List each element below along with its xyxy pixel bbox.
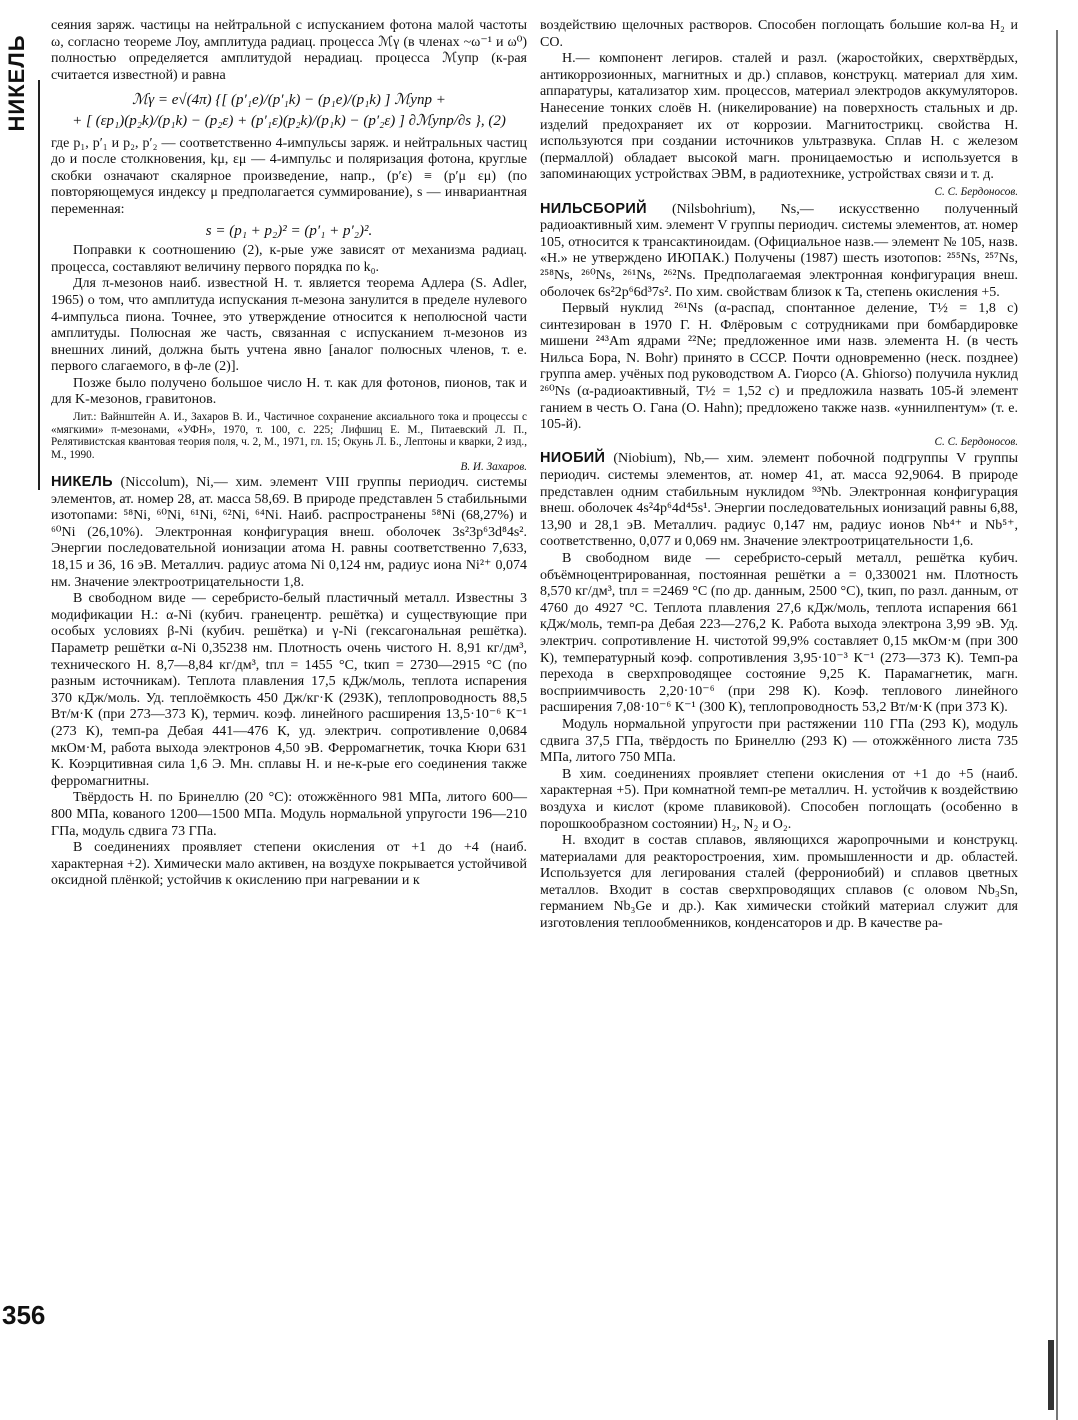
- paragraph: Для π-мезонов наиб. известной Н. т. является теорема Адлера (S. Adler, 1965) о том, что амплитуда испускания π-мезона занулится в пределе нулевого 4-импульса пиона. Точнее, это утверждение относится к неполюсной части амплитуды. Полюсная же часть, связанная с испусканием π-мезонов из внешних линий, должна быть учтена явно [аналог полюсных членов, т. е. первого слагаемого, в ф-ле (2)].: [51, 276, 527, 375]
- entry-text: (Niccolum), Ni,— хим. элемент VIII группы периодич. системы элементов, ат. номер 28, ат. масса 58,69. В природе представлен 5 стабильными изотопами: ⁵⁸Ni, ⁶⁰Ni, ⁶¹Ni, ⁶²Ni, ⁶⁴Ni. Наиб. распространены ⁵⁸Ni (68,27%) и ⁶⁰Ni (26,10%). Электронная конфигурация внеш. оболочек 3s²3p⁶3d⁸4s². Энергии последовательной ионизации атома Н. равны соответственно 7,633, 18,15 и 36, 16 эВ. Металлич. радиус атома Ni 0,124 нм, радиус иона Ni²⁺ 0,074 нм. Значение электроотрицательности 1,8.: [51, 475, 528, 590]
- literature-block: [51, 411, 527, 474]
- entry-nickel: [51, 474, 527, 591]
- author-signature: С. С. Бердоносов.: [934, 435, 1018, 448]
- scan-edge: [1056, 30, 1058, 1420]
- headword: НИКЕЛЬ: [51, 474, 113, 491]
- paragraph: В свободном виде — серебристо-белый пластичный металл. Известны 3 модификации Н.: α-Ni (кубич. гранецентр. решётка) и существующие при особых условиях β-Ni (кубич. решётка) и γ-Ni (гексагональная решётка). Параметр решётки α-Ni 0,35238 нм. Плотность очень чистого Н. 8,91 кг/дм³, технического Н. 8,7—8,84 кг/дм³, tпл = 1455 °С, tкип = 2730—2915 °С (по разным источникам). Теплота плавления 17,5 кДж/моль, теплота испарения 370 кДж/моль. Уд. теплоёмкость 450 Дж/кг·К (293К), теплопроводность 88,5 Вт/м·К (при 273—373 К), термич. коэф. линейного расширения 13,5·10⁻⁶ К⁻¹ (273 К), темп-ра Дебая 441—476 К, уд. электрич. сопротивление 0,0684 мкОм·М, работа выхода электронов 4,50 эВ. Ферромагнетик, точка Кюри 631 К. Коэрцитивная сила 1,6 Э. Мн. сплавы Н. и не-к-рые его соединения также ферромагнитны.: [51, 591, 527, 789]
- entry-niobium: [540, 450, 1018, 551]
- headword: НИОБИЙ: [540, 450, 606, 467]
- formula-line: ℳγ = e√(4π) {[ (p′₁e)/(p′₁k) − (p₁e)/(p₁k) ] ℳупр +: [132, 92, 446, 109]
- paragraph: Модуль нормальной упругости при растяжении 110 ГПа (293 К), модуль сдвига 37,5 ГПа, твёрдость по Бринеллю (293 К) — отожжённого листа 735 МПа, литого 750 МПа.: [540, 716, 1018, 766]
- paragraph: Н. входит в состав сплавов, являющихся жаропрочными и конструкц. материалами для реакторостроения, хим. промышленности и др. областей. Используется для легирования сталей (феррониобий) и сплавов цветных металлов. Входит в состав сверхпроводящих сплавов (с оловом Nb₃Sn, германием Nb₃Ge и др.). Как химически стойкий материал служит для изготовления теплообменников, конденсаторов и др. В качестве ра-: [540, 833, 1018, 932]
- running-head: [4, 28, 30, 138]
- right-column: [540, 18, 1018, 933]
- entry-text: (Nilsbohrium), Ns,— искусственно полученный радиоактивный хим. элемент V группы периодич. системы элементов, ат. номер 105, относится к трансактиноидам. (Официальное назв.— элемент № 105, назв. «Н.» не утверждено ИЮПАК.) Получены (1987) шесть изотопов: ²⁵⁵Ns, ²⁵⁷Ns, ²⁵⁸Ns, ²⁶⁰Ns, ²⁶¹Ns, ²⁶²Ns. Предполагаемая электронная конфигурация внеш. оболочек 6s²2p⁶6d³7s². По хим. свойствам близок к Ta, степень окисления +5.: [540, 201, 1018, 300]
- left-column: [51, 18, 527, 890]
- paragraph: Поправки к соотношению (2), к-рые уже зависят от механизма радиац. процесса, составляют величину первого порядка по k₀.: [51, 243, 527, 275]
- paragraph: где p₁, p′₁ и p₂, p′₂ — соответственно 4-импульсы заряж. и нейтральных частиц до и после столкновения, kμ, εμ — 4-импульс и поляризация фотона, круглые скобки означают скалярное произведение, напр., (p′ε) ≡ (p′μ εμ) (по повторяющемуся индексу μ предполагается суммирование), s — инвариантная переменная:: [51, 135, 527, 217]
- paragraph: Н.— компонент легиров. сталей и разл. (жаростойких, сверхтвёрдых, антикоррозионных, магнитных и др.) сплавов, конструкц. материал для хим. аппаратуры, катализатор хим. процессов, материал электродов аккумуляторов. Нанесение тонких слоёв Н. (никелирование) на поверхность стальных и др. изделий предохраняет их от коррозии. Магнитострикц. свойства Н. используются при создании источников ультразвука. Сплав Н. с железом (пермаллой) обладает высокой магн. проницаемостью и используется в запоминающих устройствах ЭВМ, в радиотехнике, устройствах связи и т. д.: [540, 51, 1018, 183]
- literature-text: Лит.: Вайнштейн А. И., Захаров В. И., Частичное сохранение аксиального тока и процессы с «мягкими» π-мезонами, «УФН», 1970, т. 100, с. 225; Лифшиц Е. М., Питаевский Л. П., Релятивистская квантовая теория поля, ч. 2, М., 1971, гл. 15; Окунь Л. Б., Лептоны и кварки, 2 изд., М., 1990.: [51, 411, 527, 461]
- vertical-rule: [38, 80, 40, 490]
- formula-line: s = (p₁ + p₂)² = (p′₁ + p′₂)².: [205, 222, 373, 239]
- headword: НИЛЬСБОРИЙ: [540, 200, 647, 217]
- author-signature: С. С. Бердоносов.: [934, 185, 1018, 198]
- paragraph: В соединениях проявляет степени окисления от +1 до +4 (наиб. характерная +2). Химически мало активен, на воздухе покрывается устойчивой оксидной плёнкой; устойчив к окислению при нагревании и к: [51, 840, 527, 889]
- paragraph: Позже было получено большое число Н. т. как для фотонов, пионов, так и для K-мезонов, гравитонов.: [51, 375, 527, 408]
- paragraph: Твёрдость Н. по Бринеллю (20 °С): отожжённого 981 МПа, литого 600—800 МПа, кованого 1200—1500 МПа. Модуль нормальной упругости 196—210 ГПа, модуль сдвига 73 ГПа.: [51, 790, 527, 839]
- formula-line: + [ (εp₁)(p₂k)/(p₁k) − (p₂ε) + (p′₁ε)(p₂k)/(p₁k) − (p′₂ε) ] ∂ℳупр/∂s }, (2): [72, 112, 506, 129]
- paragraph: воздействию щелочных растворов. Способен поглощать большие кол-ва H₂ и CO.: [540, 18, 1018, 50]
- paragraph: Первый нуклид ²⁶¹Ns (α-распад, спонтанное деление, T½ = 1,8 с) синтезирован в 1970 Г. Н. Флёровым с сотрудниками при бомбардировке мишени ²⁴³Am ядрами ²²Ne; предложенное ими назв. элемента Н. (в честь Нильса Бора, N. Bohr) принято в СССР. Почти одновременно (неск. позднее) группа амер. учёных под руководством А. Гиорсо (A. Ghiorso) получила нуклид ²⁶⁰Ns (α-радиоактивный, T½ = 1,52 с) и предложила назвать 105-й элемент ганием в честь О. Гана (O. Hahn); предложено также назв. «уннилпентум» (т. е. 105-й).: [540, 301, 1018, 433]
- running-head-text: НИКЕЛЬ: [4, 34, 29, 132]
- entry-nilsborium: [540, 201, 1018, 302]
- scan-edge-mark: [1048, 1340, 1054, 1410]
- paragraph: В хим. соединениях проявляет степени окисления от +1 до +5 (наиб. характерная +5). При комнатной темп-ре металлич. Н. устойчив к воздействию воздуха и кислот (кроме плавиковой). Способен поглощать (особенно в порошкообразном состоянии) H₂, N₂ и O₂.: [540, 766, 1018, 832]
- entry-text: (Niobium), Nb,— хим. элемент побочной подгруппы V группы периодич. системы элементов, ат. номер 41, ат. масса 92,9064. В природе представлен одним стабильным нуклидом ⁹³Nb. Электронная конфигурация внеш. оболочек 4s²4p⁶4d⁴5s¹. Энергии последовательных ионизаций равны 6,88, 13,90 и 28,1 эВ. Металлич. радиус 0,147 нм, радиус ионов Nb⁴⁺ и Nb⁵⁺, соответственно, 0,077 и 0,069 нм. Значение электроотрицательности 1,6.: [540, 451, 1019, 550]
- author-signature: В. И. Захаров.: [460, 461, 527, 474]
- paragraph: В свободном виде — серебристо-серый металл, решётка кубич. объёмноцентрированная, постоянная решётки a = 0,330021 нм. Плотность 8,570 кг/дм³, tпл = =2469 °С (по др. данным, 2500 °С), tкип, по разл. данным, от 4760 до 4927 °С. Теплота плавления 27,6 кДж/моль, теплота испарения 661 кДж/моль, темп-ра Дебая 223—276,2 К. Работа выхода электрона 3,99 эВ. Уд. электрич. сопротивление Н. чистотой 99,9% составляет 0,15 мкОм·м (при 300 К), температурный коэф. сопротивления 3,95·10⁻³ К⁻¹ (273—373 К). Темп-ра перехода в сверхпроводящее состояние 9,25 К. Парамагнетик, магн. восприимчивость 2,20·10⁻⁶ (при 298 К). Коэф. теплового линейного расширения 7,08·10⁻⁶ К⁻¹ (300 К), теплопроводность 53,2 Вт/м·К (при 373 К).: [540, 551, 1018, 716]
- page-number: 356: [2, 1300, 46, 1330]
- paragraph: сеяния заряж. частицы на нейтральной с испусканием фотона малой частоты ω, согласно теореме Лоу, амплитуда радиац. процесса ℳγ (в членах ~ω⁻¹ и ω⁰) полностью определяется амплитудой нерадиац. процесса ℳупр (к-рая считается известной) и равна: [51, 18, 527, 83]
